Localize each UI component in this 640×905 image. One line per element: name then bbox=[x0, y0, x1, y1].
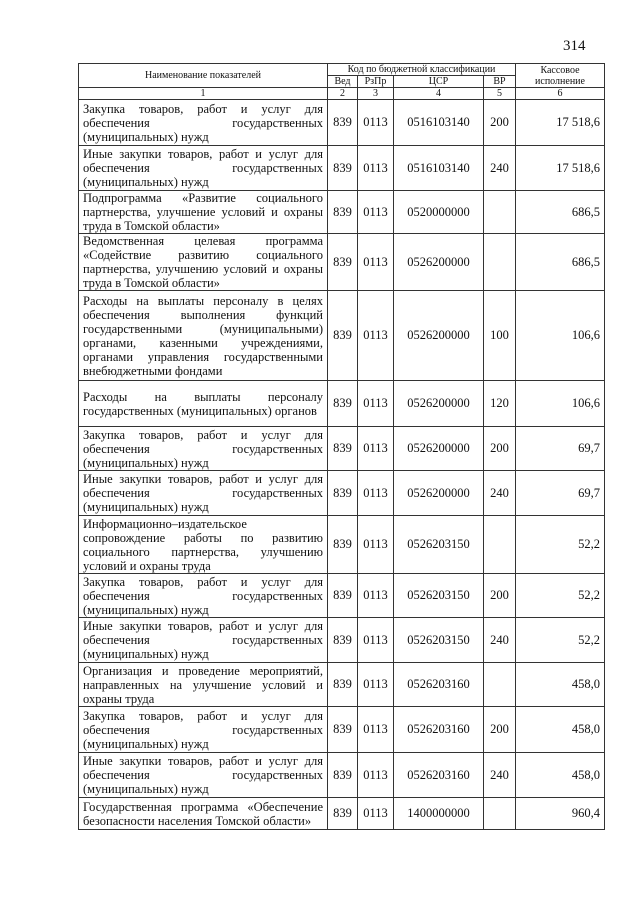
row-vr bbox=[484, 798, 516, 830]
row-name: Информационно–издательское сопровождение работы по развитию социального партнерства, улучшению условий и охраны труда bbox=[79, 516, 328, 574]
row-rzpr: 0113 bbox=[358, 663, 394, 707]
row-vr: 240 bbox=[484, 618, 516, 663]
row-name: Ведомственная целевая программа «Содействие развитию социального партнерства, улучшению условий и охраны труда в Томской области» bbox=[79, 234, 328, 291]
col-number: 1 bbox=[79, 88, 328, 100]
row-name: Иные закупки товаров, работ и услуг для обеспечения государственных (муниципальных) нужд bbox=[79, 618, 328, 663]
table-row bbox=[79, 798, 605, 830]
row-amount: 106,6 bbox=[516, 291, 605, 381]
row-ved: 839 bbox=[328, 618, 358, 663]
row-rzpr: 0113 bbox=[358, 618, 394, 663]
row-csr: 0526203160 bbox=[394, 707, 484, 753]
header-vr: ВР bbox=[484, 76, 516, 88]
row-amount: 52,2 bbox=[516, 618, 605, 663]
row-name: Государственная программа «Обеспечение безопасности населения Томской области» bbox=[79, 798, 328, 830]
table-row bbox=[79, 574, 605, 618]
row-name: Расходы на выплаты персоналу государственных (муниципальных) органов bbox=[79, 381, 328, 427]
row-name: Иные закупки товаров, работ и услуг для обеспечения государственных (муниципальных) нужд bbox=[79, 753, 328, 798]
row-vr: 240 bbox=[484, 471, 516, 516]
row-csr: 0526200000 bbox=[394, 471, 484, 516]
row-rzpr: 0113 bbox=[358, 753, 394, 798]
row-amount: 686,5 bbox=[516, 234, 605, 291]
row-rzpr: 0113 bbox=[358, 381, 394, 427]
header-name: Наименование показателей bbox=[79, 64, 328, 88]
row-csr: 0520000000 bbox=[394, 191, 484, 234]
column-number-row bbox=[79, 88, 605, 100]
col-number: 4 bbox=[394, 88, 484, 100]
row-name: Расходы на выплаты персоналу в целях обеспечения выполнения функций государственными (муниципальными) органами, казенными учреждениями, органами управления государственными внебюджетными фондами bbox=[79, 291, 328, 381]
row-csr: 0526200000 bbox=[394, 291, 484, 381]
row-csr: 1400000000 bbox=[394, 798, 484, 830]
col-number: 2 bbox=[328, 88, 358, 100]
row-vr: 120 bbox=[484, 381, 516, 427]
row-ved: 839 bbox=[328, 471, 358, 516]
header-code-group: Код по бюджетной классификации bbox=[328, 64, 516, 76]
row-amount: 69,7 bbox=[516, 427, 605, 471]
row-csr: 0516103140 bbox=[394, 146, 484, 191]
row-vr: 200 bbox=[484, 707, 516, 753]
row-vr bbox=[484, 516, 516, 574]
row-csr: 0526203150 bbox=[394, 618, 484, 663]
row-csr: 0526203150 bbox=[394, 516, 484, 574]
table-row bbox=[79, 146, 605, 191]
row-ved: 839 bbox=[328, 191, 358, 234]
col-number: 5 bbox=[484, 88, 516, 100]
row-ved: 839 bbox=[328, 663, 358, 707]
row-rzpr: 0113 bbox=[358, 191, 394, 234]
table-row bbox=[79, 707, 605, 753]
table-row bbox=[79, 191, 605, 234]
row-rzpr: 0113 bbox=[358, 427, 394, 471]
row-rzpr: 0113 bbox=[358, 516, 394, 574]
row-rzpr: 0113 bbox=[358, 471, 394, 516]
row-vr bbox=[484, 234, 516, 291]
row-vr bbox=[484, 191, 516, 234]
row-vr: 200 bbox=[484, 100, 516, 146]
row-amount: 458,0 bbox=[516, 663, 605, 707]
row-name: Закупка товаров, работ и услуг для обеспечения государственных (муниципальных) нужд bbox=[79, 707, 328, 753]
table-row bbox=[79, 381, 605, 427]
row-csr: 0516103140 bbox=[394, 100, 484, 146]
row-vr: 240 bbox=[484, 753, 516, 798]
row-name: Закупка товаров, работ и услуг для обеспечения государственных (муниципальных) нужд bbox=[79, 574, 328, 618]
row-ved: 839 bbox=[328, 291, 358, 381]
row-amount: 458,0 bbox=[516, 753, 605, 798]
row-name: Подпрограмма «Развитие социального партнерства, улучшение условий и охраны труда в Томской области» bbox=[79, 191, 328, 234]
row-ved: 839 bbox=[328, 100, 358, 146]
row-ved: 839 bbox=[328, 234, 358, 291]
row-amount: 17 518,6 bbox=[516, 146, 605, 191]
row-vr: 200 bbox=[484, 427, 516, 471]
row-ved: 839 bbox=[328, 381, 358, 427]
row-amount: 69,7 bbox=[516, 471, 605, 516]
row-csr: 0526200000 bbox=[394, 381, 484, 427]
row-ved: 839 bbox=[328, 753, 358, 798]
row-vr: 200 bbox=[484, 574, 516, 618]
row-amount: 17 518,6 bbox=[516, 100, 605, 146]
col-number: 3 bbox=[358, 88, 394, 100]
page-number: 314 bbox=[563, 38, 586, 54]
row-ved: 839 bbox=[328, 146, 358, 191]
header-cash-execution: Кассовое исполнение bbox=[516, 64, 605, 88]
row-amount: 458,0 bbox=[516, 707, 605, 753]
header-csr: ЦСР bbox=[394, 76, 484, 88]
row-rzpr: 0113 bbox=[358, 146, 394, 191]
row-amount: 52,2 bbox=[516, 516, 605, 574]
row-csr: 0526200000 bbox=[394, 234, 484, 291]
header-ved: Вед bbox=[328, 76, 358, 88]
row-csr: 0526203150 bbox=[394, 574, 484, 618]
row-ved: 839 bbox=[328, 798, 358, 830]
row-ved: 839 bbox=[328, 427, 358, 471]
table-row bbox=[79, 516, 605, 574]
row-rzpr: 0113 bbox=[358, 798, 394, 830]
row-amount: 960,4 bbox=[516, 798, 605, 830]
table-row bbox=[79, 291, 605, 381]
row-rzpr: 0113 bbox=[358, 291, 394, 381]
table-row bbox=[79, 471, 605, 516]
table-row bbox=[79, 753, 605, 798]
table-row bbox=[79, 100, 605, 146]
row-name: Закупка товаров, работ и услуг для обеспечения государственных (муниципальных) нужд bbox=[79, 100, 328, 146]
row-ved: 839 bbox=[328, 574, 358, 618]
row-rzpr: 0113 bbox=[358, 707, 394, 753]
header-rzpr: РзПр bbox=[358, 76, 394, 88]
table-row bbox=[79, 663, 605, 707]
row-amount: 52,2 bbox=[516, 574, 605, 618]
table-row bbox=[79, 427, 605, 471]
row-ved: 839 bbox=[328, 516, 358, 574]
table-row bbox=[79, 618, 605, 663]
row-rzpr: 0113 bbox=[358, 234, 394, 291]
row-ved: 839 bbox=[328, 707, 358, 753]
row-csr: 0526200000 bbox=[394, 427, 484, 471]
row-name: Закупка товаров, работ и услуг для обеспечения государственных (муниципальных) нужд bbox=[79, 427, 328, 471]
row-csr: 0526203160 bbox=[394, 753, 484, 798]
row-amount: 686,5 bbox=[516, 191, 605, 234]
row-amount: 106,6 bbox=[516, 381, 605, 427]
row-rzpr: 0113 bbox=[358, 574, 394, 618]
table-row bbox=[79, 234, 605, 291]
row-name: Иные закупки товаров, работ и услуг для обеспечения государственных (муниципальных) нужд bbox=[79, 471, 328, 516]
budget-table bbox=[78, 63, 605, 830]
row-rzpr: 0113 bbox=[358, 100, 394, 146]
row-vr: 100 bbox=[484, 291, 516, 381]
row-vr: 240 bbox=[484, 146, 516, 191]
row-name: Иные закупки товаров, работ и услуг для обеспечения государственных (муниципальных) нужд bbox=[79, 146, 328, 191]
row-name: Организация и проведение мероприятий, направленных на улучшение условий и охраны труда bbox=[79, 663, 328, 707]
row-csr: 0526203160 bbox=[394, 663, 484, 707]
row-vr bbox=[484, 663, 516, 707]
col-number: 6 bbox=[516, 88, 605, 100]
